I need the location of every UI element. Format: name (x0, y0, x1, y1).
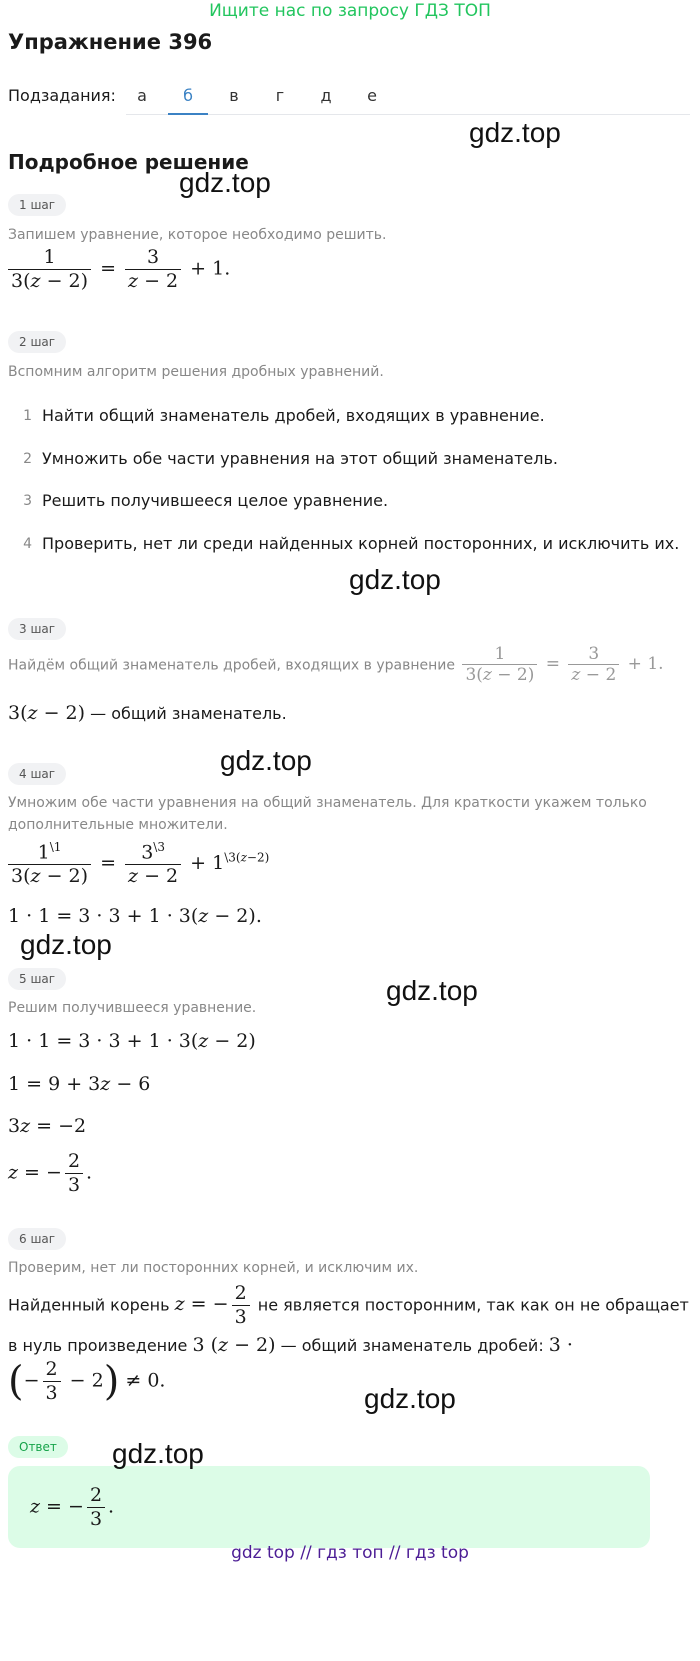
promo-banner[interactable]: Ищите нас по запросу ГДЗ ТОП (209, 1, 491, 21)
step-3-text-label: Найдём общий знаменатель дробей, входящих в уравнение (8, 657, 455, 674)
step-chip: 5 шаг (8, 968, 66, 990)
step-4-chip (8, 763, 66, 785)
check-text-d: — общий знаменатель дробей: (280, 1336, 544, 1355)
watermark: gdz.top (20, 929, 112, 960)
solve-line-4: z = − $\frac{2}{3}$ . (8, 1150, 93, 1196)
step-6-chip (8, 1228, 66, 1250)
watermark: gdz.top (349, 564, 441, 595)
step-chip: 4 шаг (8, 763, 66, 785)
subtasks-label: Подзадания: (8, 86, 116, 105)
step-3-chip (8, 618, 66, 640)
tabs-divider (126, 114, 690, 115)
step-3-text: Найдём общий знаменатель дробей, входящих в уравнение $\frac{1}{3(z - 2)}$ = $\frac{3}{z - 2}$ + 1. (8, 644, 664, 686)
subtask-tabs (8, 80, 690, 116)
step-2-text: Вспомним алгоритм решения дробных уравнений. (8, 364, 384, 380)
tab-e[interactable]: е (367, 86, 377, 105)
list-item-number: 3 (23, 493, 32, 509)
common-denominator-text: — общий знаменатель. (90, 704, 287, 723)
list-item: Найти общий знаменатель дробей, входящих в уравнение. (42, 406, 545, 425)
check-expression: (− $\frac{2}{3}$ − 2) ≠ 0. (8, 1358, 166, 1405)
watermark: gdz.top (112, 1438, 204, 1469)
check-text-c: в нуль произведение (8, 1336, 188, 1355)
step-chip: 2 шаг (8, 331, 66, 353)
step-4-text-line2: дополнительные множители. (8, 817, 228, 833)
step-chip: 3 шаг (8, 618, 66, 640)
equation-expanded: 1 · 1 = 3 · 3 + 1 · 3(z − 2). (8, 905, 262, 927)
watermark: gdz.top (386, 975, 478, 1006)
section-title: Подробное решение (8, 150, 249, 174)
tab-b[interactable]: б (183, 86, 193, 105)
step-4-text-line1: Умножим обе части уравнения на общий знаменатель. Для краткости укажем только (8, 795, 647, 811)
step-1-chip (8, 194, 66, 216)
check-text-b: не является посторонним, так как он не обращает (257, 1295, 689, 1315)
list-item-number: 4 (23, 536, 32, 552)
watermark: gdz.top (364, 1383, 456, 1414)
check-paragraph-line2: в нуль произведение 3 (z − 2) — общий знаменатель дробей: 3 · (8, 1334, 573, 1356)
watermark: gdz.top (469, 117, 561, 148)
step-1-text: Запишем уравнение, которое необходимо решить. (8, 227, 387, 243)
step-5-chip (8, 968, 66, 990)
step-2-chip (8, 331, 66, 353)
equation-multipliers: $\frac{1^{\backslash 1}}{3(z - 2)}$ = $\frac{3^{\backslash 3}}{z - 2}$ + $1^{\backslash 3(z-2)}$ (5, 840, 269, 888)
step-5-text: Решим получившееся уравнение. (8, 1000, 257, 1016)
step-chip: 6 шаг (8, 1228, 66, 1250)
common-denominator: 3(z − 2) — общий знаменатель. (8, 702, 287, 724)
solve-line-3: 3z = −2 (8, 1115, 87, 1137)
watermark: gdz.top (220, 745, 312, 776)
step-6-text: Проверим, нет ли посторонних корней, и исключим их. (8, 1260, 419, 1276)
list-item-number: 2 (23, 451, 32, 467)
solve-line-1: 1 · 1 = 3 · 3 + 1 · 3(z − 2) (8, 1030, 256, 1052)
list-item: Проверить, нет ли среди найденных корней посторонних, и исключить их. (42, 534, 680, 553)
tab-d[interactable]: д (320, 86, 332, 105)
check-paragraph-line1: Найденный корень z = − $\frac{2}{3}$ не является посторонним, так как он не обращает (8, 1282, 689, 1328)
solve-line-2: 1 = 9 + 3z − 6 (8, 1073, 151, 1095)
answer-label: Ответ (8, 1436, 68, 1458)
list-item: Решить получившееся целое уравнение. (42, 491, 389, 510)
step-chip: 1 шаг (8, 194, 66, 216)
page-title: Упражнение 396 (8, 30, 213, 54)
active-tab-indicator (168, 113, 208, 115)
footer-links[interactable]: gdz top // гдз топ // гдз top (231, 1543, 469, 1563)
equation-original: $\frac{1}{3(z - 2)}$ = $\frac{3}{z - 2}$ + 1. (5, 246, 230, 293)
tab-a[interactable]: а (137, 86, 147, 105)
tab-v[interactable]: в (229, 86, 239, 105)
tab-g[interactable]: г (275, 86, 285, 105)
answer-value: z = − $\frac{2}{3}$ . (30, 1484, 115, 1530)
answer-chip (8, 1436, 68, 1458)
list-item: Умножить обе части уравнения на этот общий знаменатель. (42, 449, 559, 468)
check-text-a: Найденный корень (8, 1295, 170, 1315)
watermark: gdz.top (179, 167, 271, 198)
list-item-number: 1 (23, 408, 32, 424)
